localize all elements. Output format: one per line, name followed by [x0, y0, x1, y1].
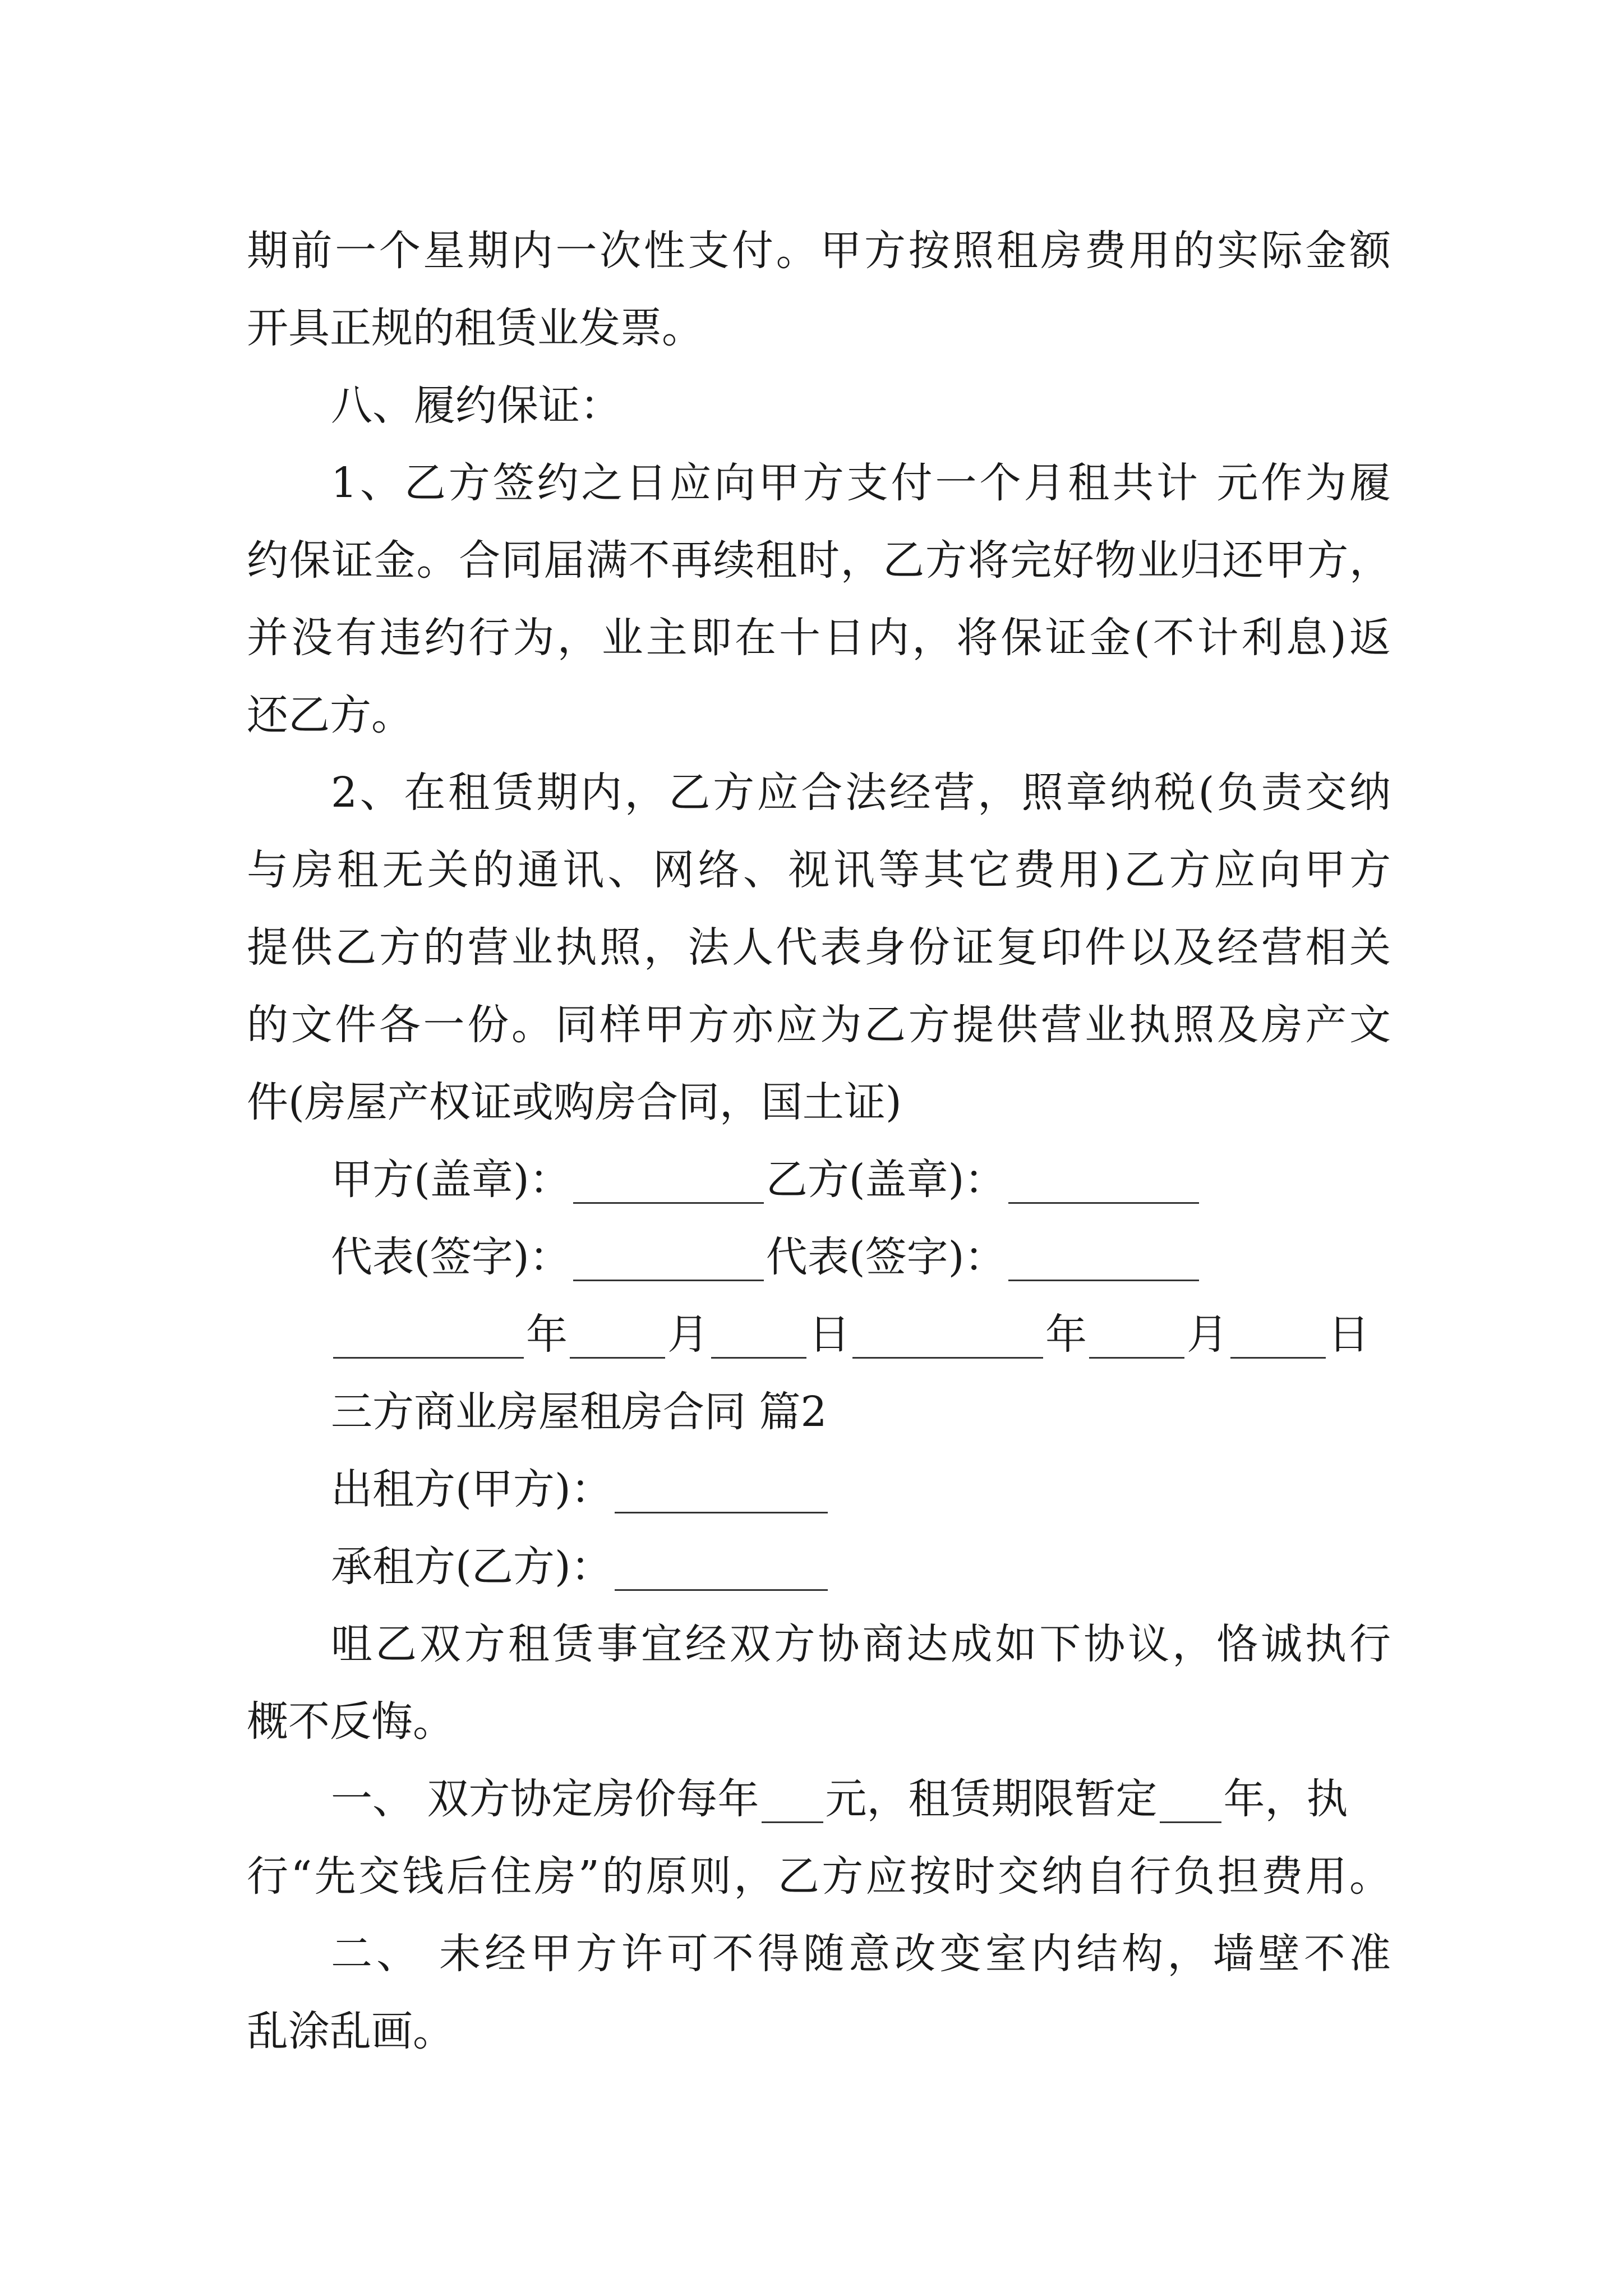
term-blank[interactable]: [1160, 1821, 1221, 1823]
party-a-seal-label: 甲方(盖章)：: [331, 1156, 571, 1204]
day-b-blank[interactable]: [1230, 1356, 1326, 1359]
rep-a-sign-blank[interactable]: [573, 1279, 764, 1281]
paragraph-line: 的文件各一份。同样甲方亦应为乙方提供营业执照及房产文: [247, 1001, 1391, 1049]
section-title: 三方商业房屋租房合同 篇2: [331, 1388, 827, 1436]
year-b-blank[interactable]: [852, 1356, 1043, 1359]
paragraph-line: 行“先交钱后住房”的原则，乙方应按时交纳自行负担费用。: [247, 1852, 1391, 1901]
rep-a-sign-label: 代表(签字)：: [331, 1233, 571, 1281]
paragraph-line: 概不反悔。: [247, 1697, 454, 1746]
paragraph-line: 件(房屋产权证或购房合同，国土证): [247, 1078, 902, 1126]
document-body: [247, 212, 1391, 2070]
paragraph-line: 还乙方。: [247, 691, 413, 739]
month-b-blank[interactable]: [1089, 1356, 1184, 1359]
paragraph-line: 开具正规的租赁业发票。: [247, 304, 703, 352]
paragraph-line: 乱涂乱画。: [247, 2007, 454, 2055]
price-blank[interactable]: [762, 1821, 823, 1823]
month-a-blank[interactable]: [570, 1356, 665, 1359]
month-label: 月: [667, 1310, 709, 1359]
paragraph-line: 约保证金。合同届满不再续租时，乙方将完好物业归还甲方，: [247, 536, 1391, 585]
item1-text-c: 年，执: [1223, 1775, 1348, 1823]
day-a-blank[interactable]: [711, 1356, 806, 1359]
seal-row: [247, 1141, 1391, 1218]
lessee-label: 承租方(乙方)：: [331, 1543, 612, 1591]
party-b-seal-label: 乙方(盖章)：: [766, 1156, 1006, 1204]
party-b-seal-blank[interactable]: [1008, 1202, 1199, 1204]
item1-text-b: 元，租赁期限暂定: [825, 1775, 1158, 1823]
paragraph-line: 2、在租赁期内，乙方应合法经营，照章纳税(负责交纳: [331, 769, 1391, 817]
day-label: 日: [1328, 1310, 1370, 1359]
rep-b-sign-label: 代表(签字)：: [766, 1233, 1006, 1281]
year-label: 年: [526, 1310, 568, 1359]
paragraph-line: 二、 未经甲方许可不得随意改变室内结构，墙壁不准: [331, 1930, 1391, 1978]
month-label: 月: [1187, 1310, 1228, 1359]
date-row: [247, 1296, 1391, 1373]
paragraph-line: 与房租无关的通讯、网络、视讯等其它费用)乙方应向甲方: [247, 846, 1391, 894]
lessor-blank[interactable]: [615, 1511, 828, 1513]
section-heading-performance-guarantee: 八、履约保证：: [331, 381, 621, 430]
party-a-seal-blank[interactable]: [573, 1202, 764, 1204]
rep-b-sign-blank[interactable]: [1008, 1279, 1199, 1281]
paragraph-line: 咀乙双方租赁事宜经双方协商达成如下协议，恪诚执行: [331, 1620, 1391, 1668]
year-label: 年: [1045, 1310, 1087, 1359]
paragraph-line: 期前一个星期内一次性支付。甲方按照租房费用的实际金额: [247, 227, 1391, 275]
paragraph-line: 并没有违约行为，业主即在十日内，将保证金(不计利息)返: [247, 614, 1391, 662]
lessee-blank[interactable]: [615, 1589, 828, 1591]
signature-row: [247, 1218, 1391, 1296]
item1-line: [247, 1760, 1391, 1838]
paragraph-line: 1、乙方签约之日应向甲方支付一个月租共计 元作为履: [331, 459, 1391, 507]
lessor-label: 出租方(甲方)：: [331, 1465, 612, 1513]
lessor-row: [247, 1451, 1391, 1528]
lessee-row: [247, 1528, 1391, 1605]
day-label: 日: [809, 1310, 850, 1359]
year-a-blank[interactable]: [333, 1356, 524, 1359]
item1-text-a: 一、 双方协定房价每年: [331, 1775, 759, 1823]
paragraph-line: 提供乙方的营业执照，法人代表身份证复印件以及经营相关: [247, 923, 1391, 972]
